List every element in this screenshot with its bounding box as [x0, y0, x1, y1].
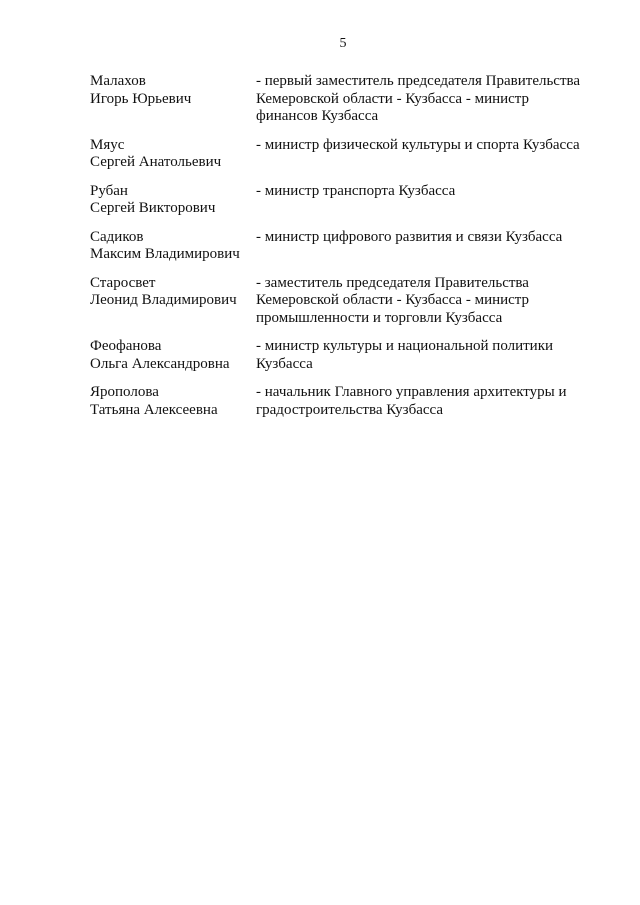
surname: Старосвет	[90, 274, 156, 291]
surname: Рубан	[90, 182, 128, 199]
member-entry	[90, 275, 610, 328]
member-name	[90, 275, 256, 328]
member-name	[90, 229, 256, 264]
role-line: - министр физической культуры и спорта Кузбасса	[256, 136, 580, 153]
member-name	[90, 137, 256, 172]
member-entry	[90, 183, 610, 218]
member-name	[90, 338, 256, 373]
surname: Садиков	[90, 228, 144, 245]
given-names: Максим Владимирович	[90, 246, 240, 262]
given-names: Сергей Викторович	[90, 200, 216, 216]
member-name	[90, 384, 256, 419]
role-line: Кемеровской области - Кузбасса - министр	[256, 90, 530, 107]
member-entry	[90, 137, 610, 172]
role-line: - министр транспорта Кузбасса	[256, 182, 456, 199]
surname: Малахов	[90, 73, 146, 89]
member-role	[256, 183, 610, 218]
member-name	[90, 73, 256, 126]
member-entry	[90, 384, 610, 419]
role-line: - министр цифрового развития и связи Кузбасса	[256, 228, 563, 245]
role-line: - первый заместитель председателя Правительства	[256, 73, 581, 89]
given-names: Сергей Анатольевич	[90, 154, 222, 170]
member-role	[256, 384, 610, 419]
member-role	[256, 338, 610, 373]
member-entry	[90, 73, 610, 126]
surname: Феофанова	[90, 338, 162, 354]
given-names: Ольга Александровна	[90, 355, 230, 372]
role-line: Кемеровской области - Кузбасса - министр	[256, 292, 530, 308]
given-names: Леонид Владимирович	[90, 292, 237, 308]
member-entry	[90, 338, 610, 373]
given-names: Татьяна Алексеевна	[90, 401, 218, 418]
surname: Мяус	[90, 136, 125, 153]
role-line: - министр культуры и национальной политики	[256, 338, 554, 354]
member-role	[256, 73, 610, 126]
role-line: финансов Кузбасса	[256, 108, 379, 124]
page-number: 5	[339, 36, 347, 51]
member-entry	[90, 229, 610, 264]
surname: Ярополова	[90, 384, 159, 400]
role-line: - начальник Главного управления архитектуры и	[256, 384, 567, 400]
role-line: градостроительства Кузбасса	[256, 401, 444, 418]
member-role	[256, 229, 610, 264]
role-line: Кузбасса	[256, 355, 313, 372]
member-role	[256, 275, 610, 328]
member-role	[256, 137, 610, 172]
role-line: промышленности и торговли Кузбасса	[256, 309, 503, 326]
given-names: Игорь Юрьевич	[90, 90, 192, 107]
role-line: - заместитель председателя Правительства	[256, 274, 529, 291]
member-list	[90, 73, 610, 430]
member-name	[90, 183, 256, 218]
